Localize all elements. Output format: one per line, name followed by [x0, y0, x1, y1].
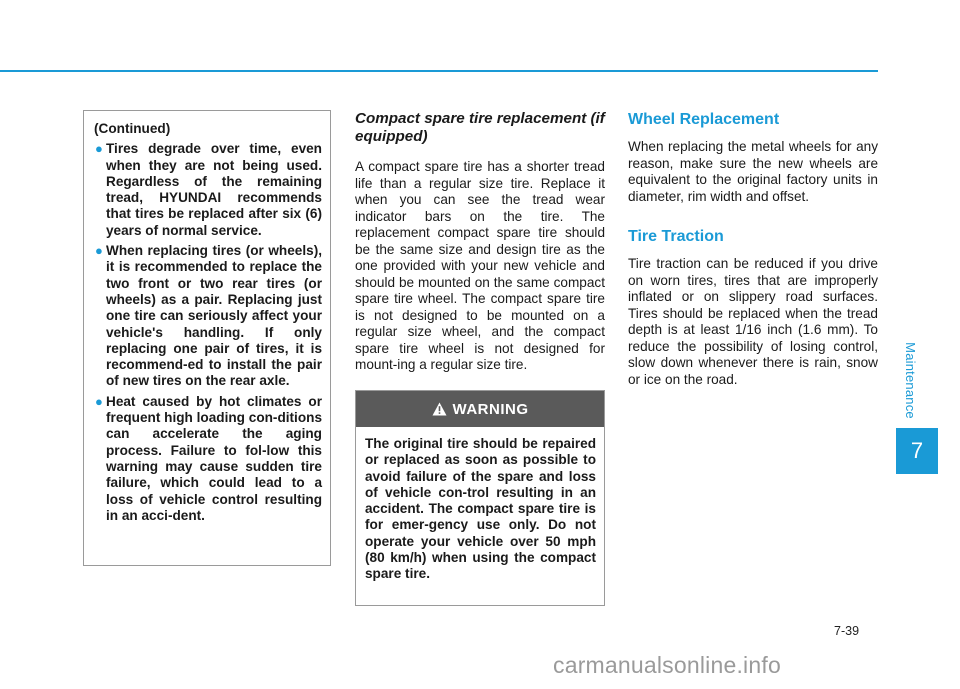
- wheel-traction-section: [628, 110, 878, 410]
- wheel-body: When replacing the metal wheels for any reason, make sure the new wheels are equivalent to the original factory units in diameter, rim width and offset.: [628, 139, 878, 204]
- header-rule: [0, 70, 878, 72]
- bullet-text: Heat caused by hot climates or frequent high loading con-ditions can accelerate the aging process. Failure to fol-low this warning may cause sudden tire failure, which could lead to a loss of vehicle control resulting in an acci-dent.: [106, 393, 322, 523]
- list-item: [94, 243, 322, 390]
- warning-title: WARNING: [452, 400, 529, 418]
- list-item: [94, 141, 322, 239]
- bullet-list: [94, 141, 322, 524]
- bullet-text: Tires degrade over time, even when they are not being used. Regardless of the remaining tread, HYUNDAI recommends that tires be replaced after six (6) years of normal service.: [106, 141, 322, 238]
- bullet-icon: ●: [95, 243, 103, 259]
- bullet-icon: ●: [95, 141, 103, 157]
- bullet-text: When replacing tires (or wheels), it is recommended to replace the two front or two rear tires (or wheels) as a pair. Replacing just one tire can seriously affect your vehicle's handling. If only replacing one pair of tires, it is recommend-ed to install the pair of new tires on the rear axle.: [106, 243, 322, 389]
- watermark: carmanualsonline.info: [553, 652, 781, 678]
- warning-box: [355, 390, 605, 606]
- section-heading: Compact spare tire replacement (if equipped): [355, 110, 605, 145]
- bullet-icon: ●: [95, 393, 103, 409]
- chapter-tab: 7: [896, 428, 938, 474]
- traction-heading: Tire Traction: [628, 228, 724, 245]
- page-number: 7-39: [834, 624, 860, 638]
- section-body: A compact spare tire has a shorter tread life than a regular size tire. Replace it when you can see the tread wear indicator bars on the tire. The replacement compact spare tire should be the same size and design tire as the one provided with your new vehicle and should be mounted on the same compact spare tire wheel. The compact spare tire is not designed to be mounted on a regular size wheel, and the compact spare tire wheel is not designed for mount-ing a regular size tire.: [355, 159, 605, 372]
- warning-text: The original tire should be repaired or replaced as soon as possible to avoid failure of the spare and loss of vehicle con-trol resulting in an accident. The compact spare tire is for emer-gency use only. Do not operate your vehicle over 50 mph (80 km/h) when using the compact spare tire.: [365, 436, 596, 582]
- compact-spare-section: [355, 110, 605, 374]
- list-item: [94, 394, 322, 524]
- continued-label: (Continued): [94, 121, 171, 136]
- caution-continued-box: [83, 110, 331, 566]
- section-label: Maintenance: [902, 341, 918, 419]
- wheel-heading: Wheel Replacement: [628, 111, 780, 128]
- warning-header: [356, 391, 604, 427]
- warning-triangle-icon: [432, 402, 447, 416]
- traction-body: Tire traction can be reduced if you drive on worn tires, tires that are improperly inflated or on slippery road surfaces. Tires should be replaced when the tread depth is at least 1/16 inch (1.6 mm). To reduce the possibility of losing control, slow down whenever there is rain, snow or ice on the road.: [628, 256, 878, 387]
